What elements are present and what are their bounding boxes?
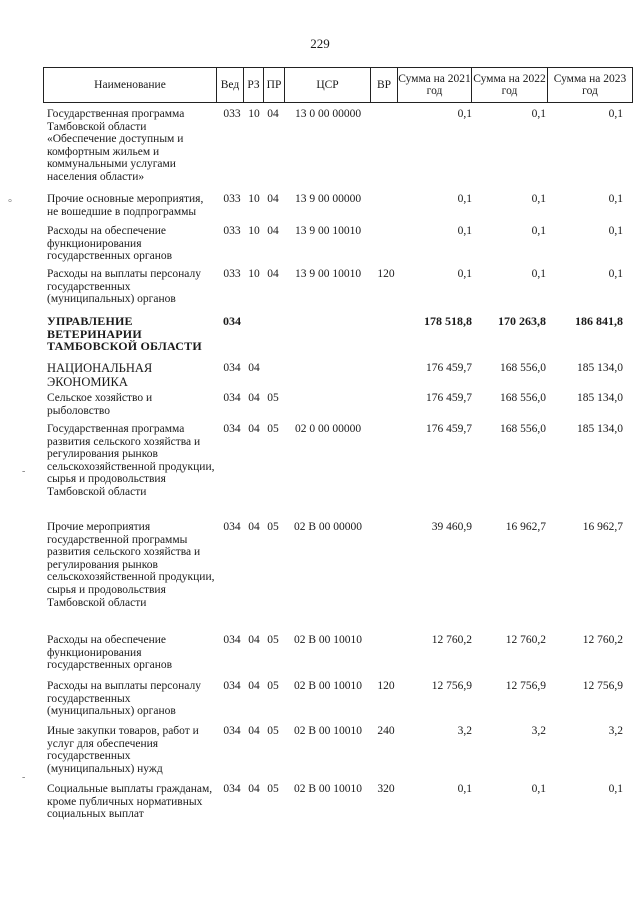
row-sum-2021: 176 459,7	[426, 423, 472, 435]
row-rz: 04	[248, 392, 260, 404]
row-ved: 034	[223, 314, 241, 328]
row-sum-2022: 168 556,0	[500, 423, 546, 435]
row-vr: 320	[377, 783, 395, 795]
row-ved: 033	[223, 225, 241, 237]
row-sum-2022: 12 760,2	[505, 634, 546, 646]
row-name: Государственная программа развития сельского хозяйства и регулирования рынков сельскохозяйственной продукции, сырья и продовольствия Тамбовской области	[47, 423, 215, 498]
row-csr: 13 9 00 10010	[294, 225, 362, 237]
header-sum-2023: Сумма на 2023 год	[553, 73, 627, 97]
row-name: Расходы на выплаты персоналу государственных (муниципальных) органов	[47, 268, 201, 306]
header-csr: ЦСР	[285, 68, 371, 102]
row-name: Прочие основные мероприятия, не вошедшие в подпрограммы	[47, 193, 204, 218]
row-sum-2021: 0,1	[457, 108, 472, 120]
row-pr: 05	[267, 783, 279, 795]
row-pr: 05	[267, 423, 279, 435]
row-pr: 04	[267, 193, 279, 205]
row-sum-2021: 39 460,9	[431, 521, 472, 533]
row-csr: 02 В 00 10010	[293, 783, 363, 795]
row-sum-2021: 176 459,7	[426, 362, 472, 374]
row-sum-2022: 0,1	[531, 225, 546, 237]
row-sum-2023: 3,2	[608, 725, 623, 737]
row-rz: 04	[248, 362, 260, 374]
row-csr: 13 9 00 00000	[294, 193, 362, 205]
row-rz: 10	[248, 108, 260, 120]
row-csr: 02 В 00 10010	[293, 680, 363, 692]
row-pr: 05	[267, 634, 279, 646]
row-sum-2022: 16 962,7	[505, 521, 546, 533]
row-sum-2023: 16 962,7	[582, 521, 623, 533]
row-name: Прочие мероприятия государственной программы развития сельского хозяйства и регулирования рынков сельскохозяйственной продукции, сырья и продовольствия Тамбовской области	[47, 521, 215, 609]
row-ved: 034	[223, 634, 241, 646]
row-name: Расходы на обеспечение функционирования государственных органов	[47, 225, 173, 263]
row-rz: 04	[248, 634, 260, 646]
row-csr: 13 9 00 10010	[294, 268, 362, 280]
row-csr: 02 В 00 10010	[293, 634, 363, 646]
row-sum-2023: 186 841,8	[575, 314, 623, 328]
row-csr: 02 0 00 00000	[294, 423, 362, 435]
row-name: Сельское хозяйство и рыболовство	[47, 392, 153, 417]
row-ved: 034	[223, 783, 241, 795]
row-rz: 10	[248, 193, 260, 205]
page-number: 229	[310, 36, 330, 51]
row-sum-2021: 0,1	[457, 783, 472, 795]
row-sum-2021: 0,1	[457, 193, 472, 205]
row-pr: 05	[267, 392, 279, 404]
table-header	[43, 67, 633, 103]
header-pr: ПР	[264, 68, 285, 102]
row-sum-2023: 0,1	[608, 225, 623, 237]
row-sum-2023: 185 134,0	[577, 423, 623, 435]
row-rz: 10	[248, 268, 260, 280]
row-sum-2023: 0,1	[608, 268, 623, 280]
row-sum-2022: 0,1	[531, 268, 546, 280]
row-sum-2023: 12 760,2	[582, 634, 623, 646]
row-sum-2022: 170 263,8	[498, 314, 546, 328]
row-csr: 02 В 00 00000	[293, 521, 363, 533]
row-sum-2022: 0,1	[531, 193, 546, 205]
row-name: УПРАВЛЕНИЕ ВЕТЕРИНАРИИ ТАМБОВСКОЙ ОБЛАСТИ	[47, 314, 202, 354]
row-csr: 02 В 00 10010	[293, 725, 363, 737]
row-sum-2021: 176 459,7	[426, 392, 472, 404]
row-ved: 034	[223, 392, 241, 404]
row-sum-2022: 168 556,0	[500, 362, 546, 374]
row-sum-2021: 178 518,8	[424, 314, 472, 328]
row-vr: 120	[377, 268, 395, 280]
row-sum-2023: 0,1	[608, 108, 623, 120]
header-sum-2021: Сумма на 2021 год	[398, 68, 472, 102]
row-sum-2023: 0,1	[608, 193, 623, 205]
row-sum-2023: 185 134,0	[577, 392, 623, 404]
row-sum-2022: 0,1	[531, 108, 546, 120]
row-vr: 240	[377, 725, 395, 737]
header-vr: ВР	[371, 68, 398, 102]
row-sum-2023: 0,1	[608, 783, 623, 795]
row-name: Иные закупки товаров, работ и услуг для обеспечения государственных (муниципальных) нужд	[47, 725, 199, 775]
row-sum-2021: 3,2	[457, 725, 472, 737]
row-rz: 10	[248, 225, 260, 237]
row-pr: 04	[267, 108, 279, 120]
row-sum-2023: 185 134,0	[577, 362, 623, 374]
header-sum-2022: Сумма на 2022 год	[472, 68, 548, 102]
row-ved: 033	[223, 268, 241, 280]
row-pr: 05	[267, 725, 279, 737]
row-sum-2021: 12 756,9	[431, 680, 472, 692]
row-rz: 04	[248, 521, 260, 533]
row-sum-2022: 0,1	[531, 783, 546, 795]
row-name: Расходы на обеспечение функционирования государственных органов	[47, 634, 173, 672]
row-sum-2022: 3,2	[531, 725, 546, 737]
row-sum-2021: 0,1	[457, 268, 472, 280]
row-pr: 04	[267, 225, 279, 237]
header-ved: Вед	[217, 68, 244, 102]
row-ved: 033	[223, 108, 241, 120]
row-name: НАЦИОНАЛЬНАЯ ЭКОНОМИКА	[47, 361, 153, 389]
row-sum-2021: 0,1	[457, 225, 472, 237]
row-csr: 13 0 00 00000	[294, 108, 362, 120]
row-ved: 034	[223, 725, 241, 737]
header-name: Наименование	[44, 68, 217, 102]
row-name: Государственная программа Тамбовской области «Обеспечение доступным и комфортным жильем и коммунальными услугами населения области»	[47, 108, 185, 183]
row-ved: 034	[223, 680, 241, 692]
row-pr: 04	[267, 268, 279, 280]
row-rz: 04	[248, 725, 260, 737]
row-rz: 04	[248, 783, 260, 795]
row-vr: 120	[377, 680, 395, 692]
row-ved: 034	[223, 362, 241, 374]
row-pr: 05	[267, 521, 279, 533]
row-rz: 04	[248, 680, 260, 692]
row-ved: 033	[223, 193, 241, 205]
row-ved: 034	[223, 521, 241, 533]
row-name: Расходы на выплаты персоналу государственных (муниципальных) органов	[47, 680, 201, 718]
row-pr: 05	[267, 680, 279, 692]
row-rz: 04	[248, 423, 260, 435]
row-sum-2023: 12 756,9	[582, 680, 623, 692]
row-sum-2022: 168 556,0	[500, 392, 546, 404]
row-sum-2021: 12 760,2	[431, 634, 472, 646]
row-sum-2022: 12 756,9	[505, 680, 546, 692]
header-rz: РЗ	[244, 68, 264, 102]
row-ved: 034	[223, 423, 241, 435]
row-name: Социальные выплаты гражданам, кроме публичных нормативных социальных выплат	[47, 783, 213, 821]
